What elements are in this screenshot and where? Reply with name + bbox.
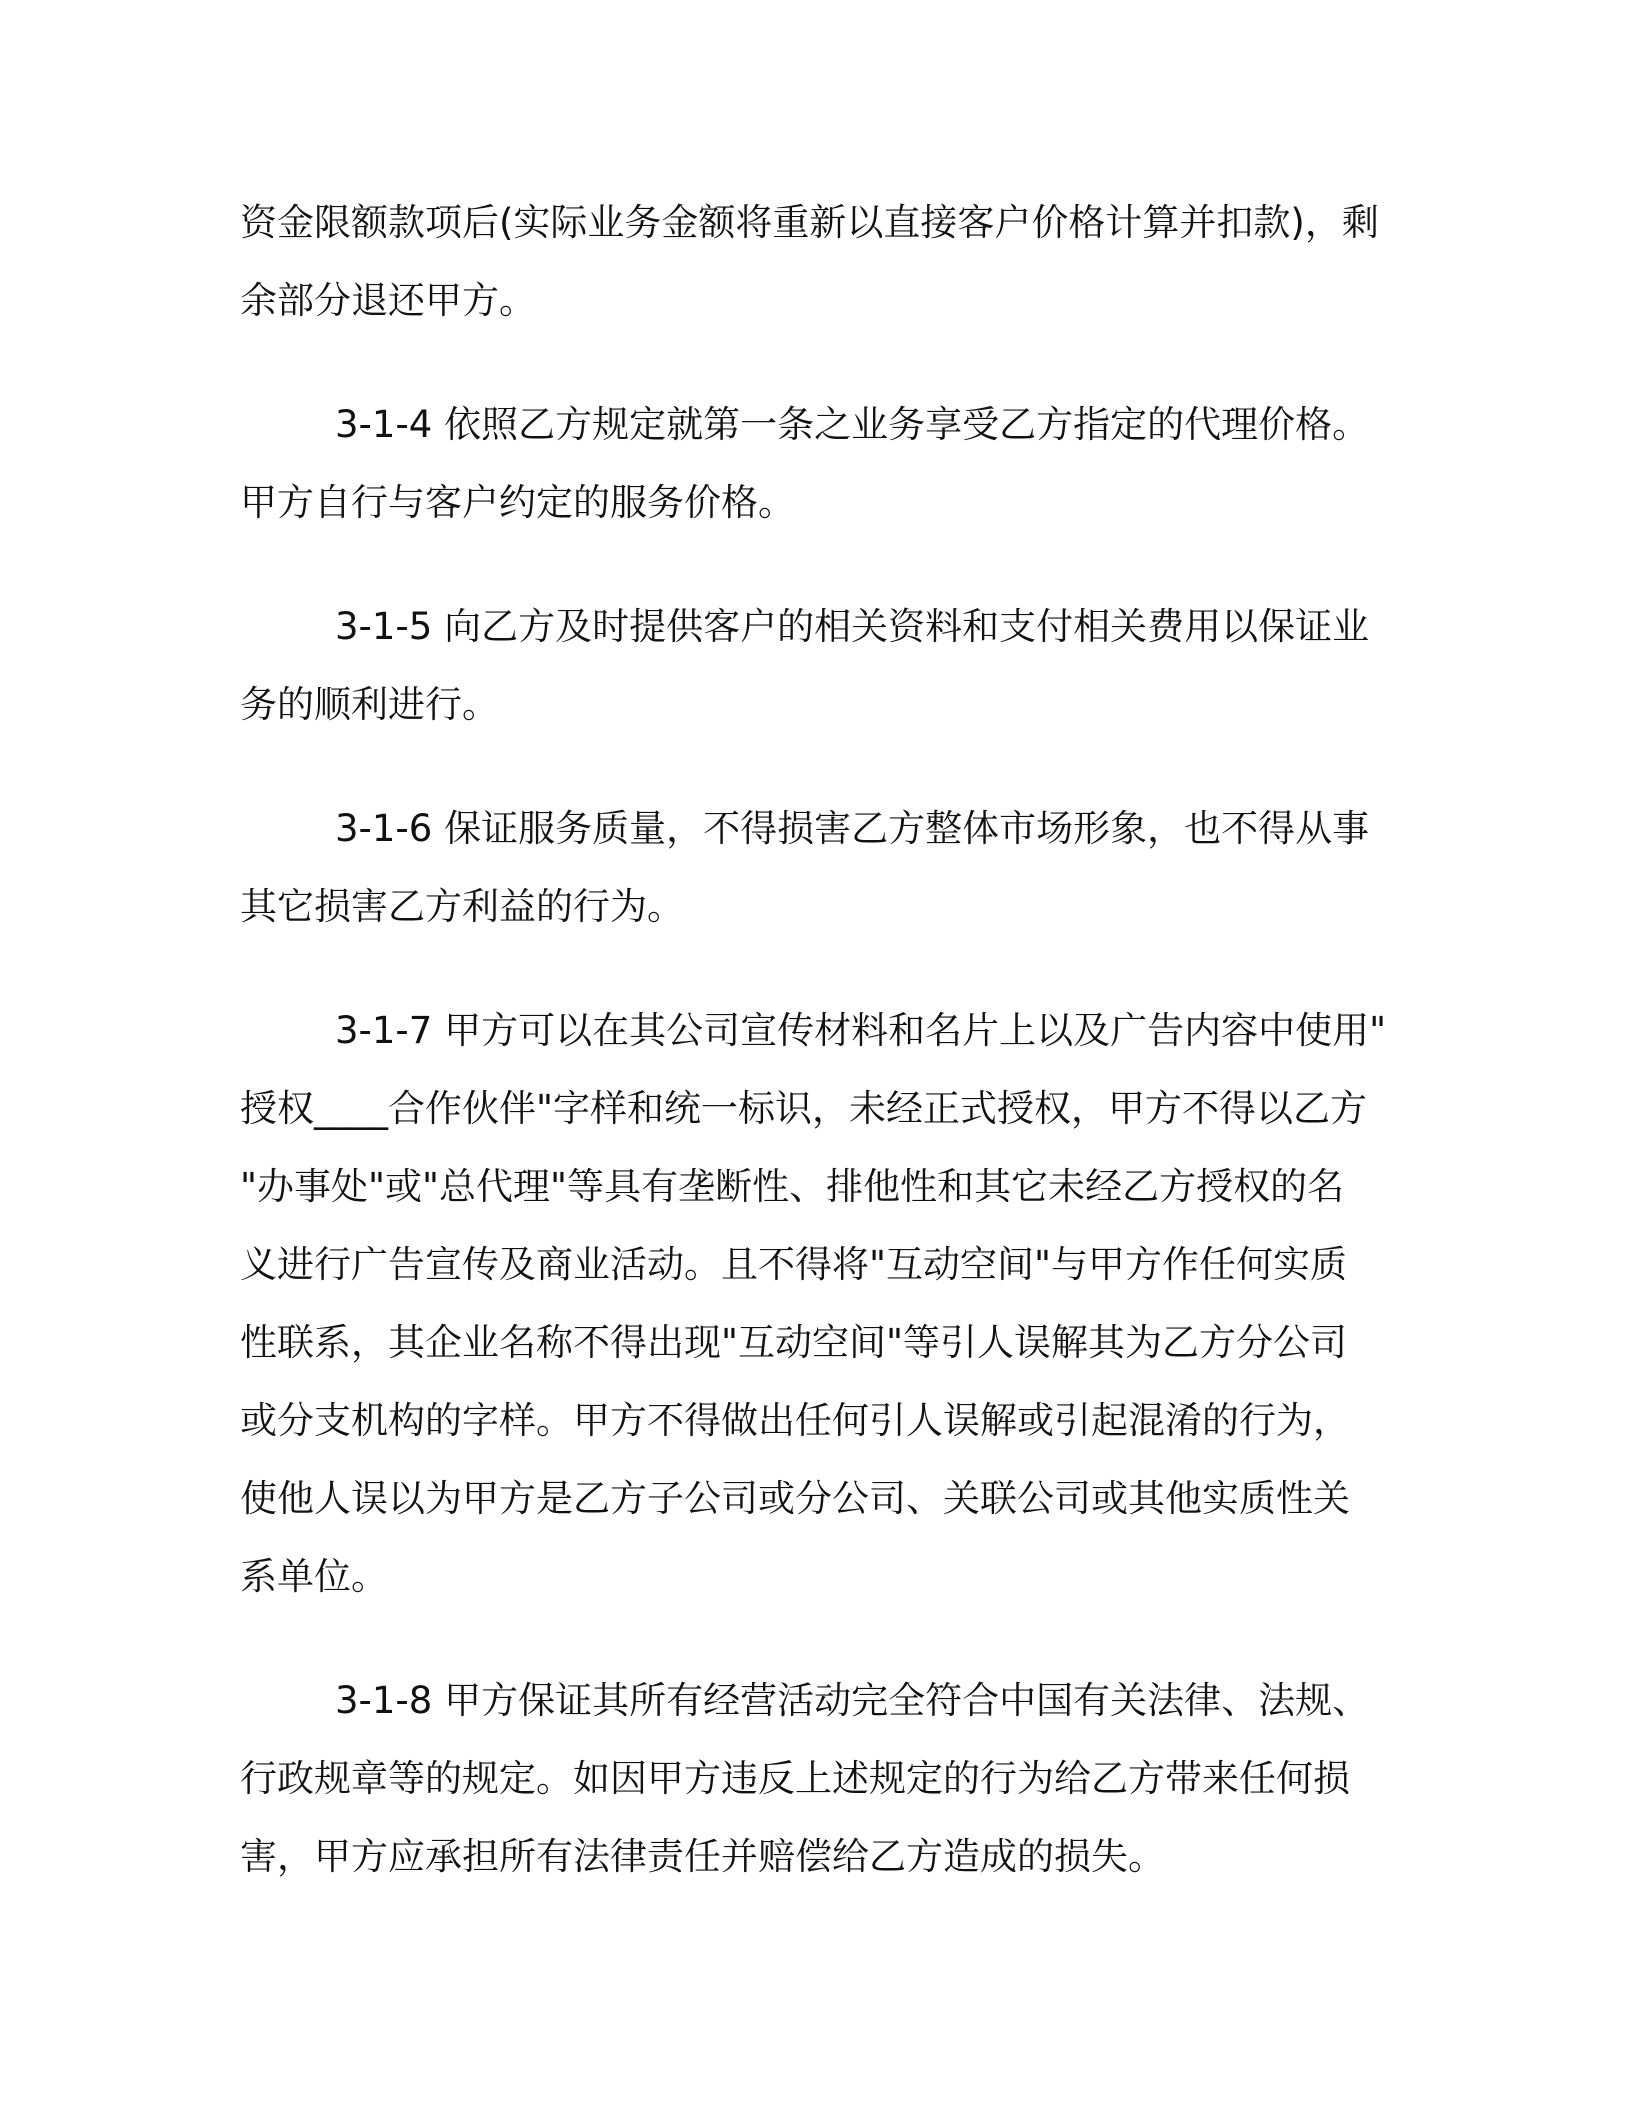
- paragraph-3-1-8: [240, 1662, 1390, 1896]
- text-line: 性联系，其企业名称不得出现"互动空间"等引人误解其为乙方分公司: [240, 1321, 1348, 1364]
- text-line: 害，甲方应承担所有法律责任并赔偿给乙方造成的损失。: [240, 1835, 1165, 1878]
- text-line: 其它损害乙方利益的行为。: [240, 885, 684, 928]
- text-line: 或分支机构的字样。甲方不得做出任何引人误解或引起混淆的行为，: [240, 1399, 1350, 1442]
- paragraph-3-1-6: [240, 790, 1390, 946]
- text-line: 甲方自行与客户约定的服务价格。: [240, 481, 795, 524]
- text-line: 使他人误以为甲方是乙方子公司或分公司、关联公司或其他实质性关: [240, 1477, 1350, 1520]
- text-line: "办事处"或"总代理"等具有垄断性、排他性和其它未经乙方授权的名: [240, 1165, 1345, 1208]
- text-line: 系单位。: [240, 1555, 388, 1598]
- text-line: 义进行广告宣传及商业活动。且不得将"互动空间"与甲方作任何实质: [240, 1243, 1348, 1286]
- text-line: 务的顺利进行。: [240, 683, 499, 726]
- document-body: [240, 184, 1390, 1942]
- text-line: 3-1-4 依照乙方规定就第一条之业务享受乙方指定的代理价格。: [335, 403, 1370, 446]
- paragraph-3-1-5: [240, 588, 1390, 744]
- paragraph-3-1-4: [240, 386, 1390, 542]
- text-line: 3-1-5 向乙方及时提供客户的相关资料和支付相关费用以保证业: [335, 605, 1370, 648]
- paragraph-continuation: [240, 184, 1390, 340]
- text-line: 授权____合作伙伴"字样和统一标识，未经正式授权，甲方不得以乙方: [240, 1087, 1368, 1130]
- text-line: 资金限额款项后(实际业务金额将重新以直接客户价格计算并扣款)，剩: [240, 201, 1379, 244]
- text-line: 3-1-6 保证服务质量，不得损害乙方整体市场形象，也不得从事: [335, 807, 1370, 850]
- paragraph-3-1-7: [240, 992, 1390, 1616]
- text-line: 3-1-7 甲方可以在其公司宣传材料和名片上以及广告内容中使用": [335, 1009, 1387, 1052]
- text-line: 行政规章等的规定。如因甲方违反上述规定的行为给乙方带来任何损: [240, 1757, 1350, 1800]
- text-line: 3-1-8 甲方保证其所有经营活动完全符合中国有关法律、法规、: [335, 1679, 1370, 1722]
- text-line: 余部分退还甲方。: [240, 279, 536, 322]
